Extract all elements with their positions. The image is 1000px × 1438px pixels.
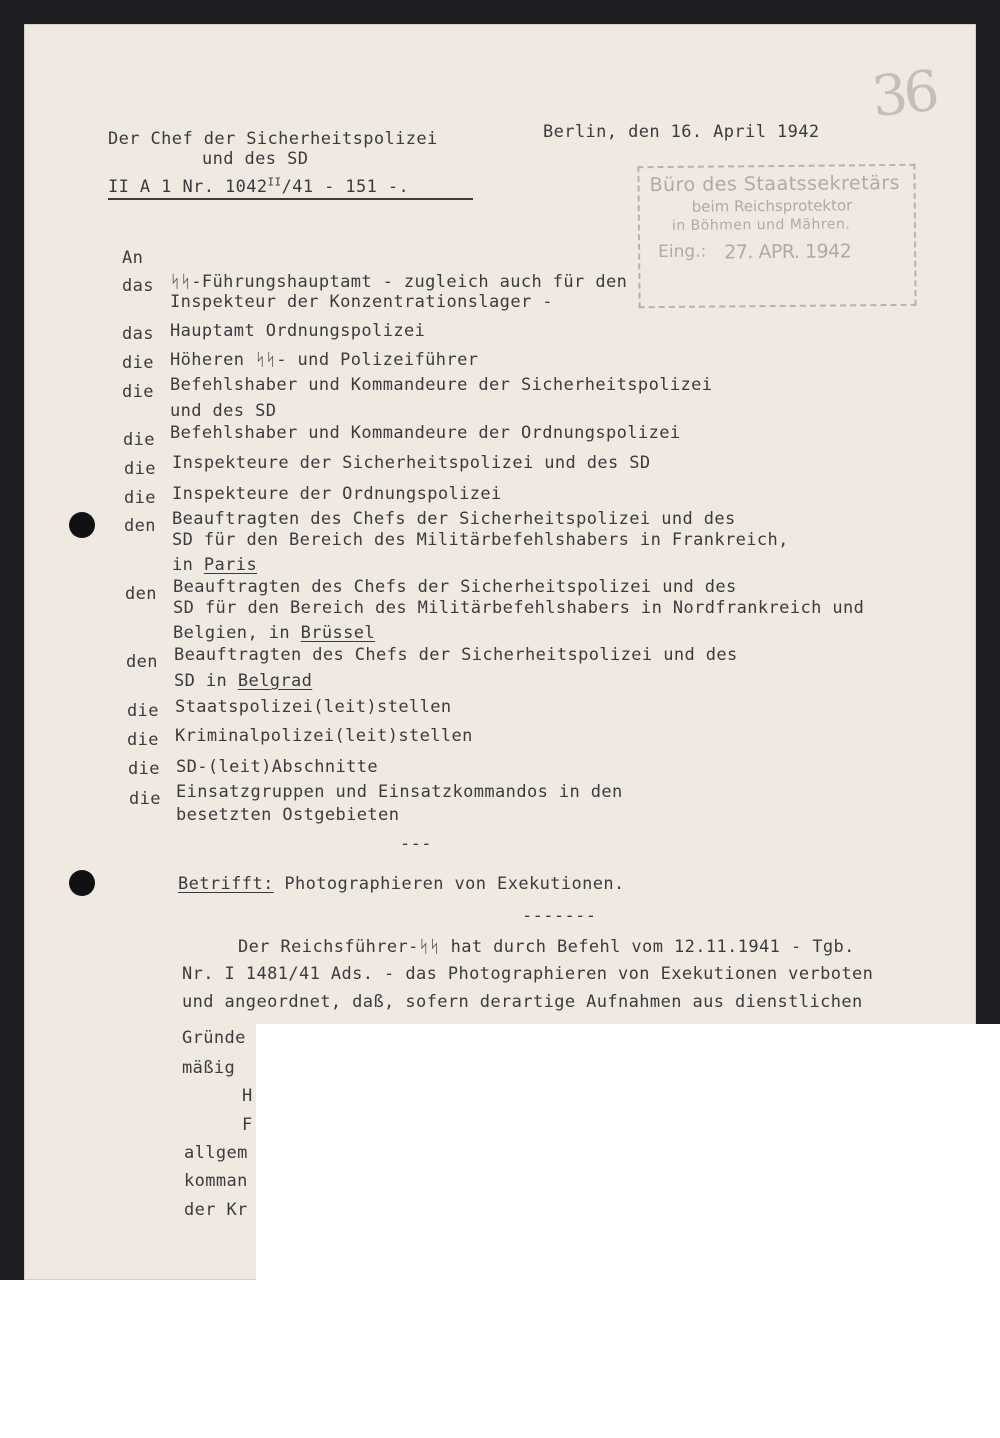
recipient-article: die (127, 730, 159, 750)
stamp-office-line-2: beim Reichsprotektor (691, 196, 853, 216)
recipient-article: die (129, 789, 161, 809)
recipient-line: Höheren ᛋᛋ- und Polizeiführer (170, 350, 479, 370)
recipient-line: Inspekteure der Ordnungspolizei (172, 484, 502, 504)
reference-underline (108, 198, 473, 200)
body-line: komman (184, 1171, 248, 1191)
subject-line (178, 874, 625, 895)
body-line: Nr. I 1481/41 Ads. - das Photographieren von Exekutionen verboten (182, 964, 874, 984)
body-line: H (242, 1086, 253, 1106)
recipient-line: und des SD (170, 401, 277, 421)
recipient-line: Beauftragten des Chefs der Sicherheitspolizei und des (172, 509, 736, 529)
recipients-intro: An (122, 248, 144, 268)
stamp-received-label: Eing.: (658, 241, 707, 263)
body-line: F (242, 1115, 253, 1135)
reference-superscript: II (267, 175, 282, 189)
recipient-article: den (124, 516, 156, 536)
recipient-line (174, 671, 312, 692)
recipient-article: den (126, 652, 158, 672)
recipient-line: Befehlshaber und Kommandeure der Ordnungspolizei (170, 423, 681, 443)
recipient-line: SD für den Bereich des Militärbefehlshabers in Frankreich, (172, 530, 789, 550)
recipient-line: SD-(leit)Abschnitte (176, 757, 379, 777)
reference-number (108, 177, 409, 198)
recipient-place: Paris (203, 555, 258, 575)
recipient-article: den (125, 584, 157, 604)
recipient-line-prefix: in (172, 555, 204, 575)
recipient-article: das (122, 324, 154, 344)
recipient-article: die (124, 459, 156, 479)
recipient-article: die (124, 488, 156, 508)
recipient-line (172, 555, 257, 576)
recipient-place: Brüssel (300, 623, 376, 643)
recipient-place: Belgrad (237, 671, 313, 691)
punch-hole (69, 870, 95, 896)
cropped-blank-area (256, 1024, 1000, 1438)
recipient-line: besetzten Ostgebieten (176, 805, 400, 825)
recipient-article: die (123, 430, 155, 450)
received-stamp (637, 164, 916, 308)
recipient-line: Inspekteure der Sicherheitspolizei und des SD (172, 453, 651, 473)
recipient-line: Inspekteur der Konzentrationslager - (170, 292, 553, 312)
stamp-office-line-3: in Böhmen und Mähren. (671, 216, 851, 234)
subject-text: Photographieren von Exekutionen. (284, 874, 625, 894)
reference-prefix: II A 1 Nr. 1042 (108, 177, 268, 197)
recipient-line: ᛋᛋ-Führungshauptamt - zugleich auch für den (170, 272, 628, 292)
subject-separator: ------- (522, 906, 597, 926)
sender-line-2: und des SD (202, 149, 309, 169)
recipient-article: die (122, 353, 154, 373)
recipient-line: Einsatzgruppen und Einsatzkommandos in den (176, 782, 623, 802)
body-line: allgem (184, 1143, 248, 1163)
folio-number: 36 (868, 58, 939, 131)
recipient-line: Staatspolizei(leit)stellen (175, 697, 452, 717)
recipient-line: SD für den Bereich des Militärbefehlshabers in Nordfrankreich und (173, 598, 865, 618)
recipient-article: die (127, 701, 159, 721)
recipient-line-prefix: Belgien, in (173, 623, 301, 643)
punch-hole (69, 512, 95, 538)
recipients-separator: --- (400, 834, 432, 854)
recipient-line: Beauftragten des Chefs der Sicherheitspolizei und des (174, 645, 738, 665)
recipient-line (173, 623, 375, 644)
recipient-line: Kriminalpolizei(leit)stellen (175, 726, 473, 746)
recipient-line: Hauptamt Ordnungspolizei (170, 321, 426, 341)
body-line: und angeordnet, daß, sofern derartige Aufnahmen aus dienstlichen (182, 992, 863, 1012)
place-and-date: Berlin, den 16. April 1942 (543, 122, 820, 142)
recipient-article: die (122, 382, 154, 402)
sender-line-1: Der Chef der Sicherheitspolizei (108, 129, 438, 149)
recipient-article: die (128, 759, 160, 779)
body-line: Gründe (182, 1028, 246, 1048)
stamp-received-date: 27. APR. 1942 (724, 240, 852, 264)
recipient-line: Befehlshaber und Kommandeure der Sicherheitspolizei (170, 375, 713, 395)
recipient-line-prefix: SD in (174, 671, 238, 691)
body-line: Der Reichsführer-ᛋᛋ hat durch Befehl vom 12.11.1941 - Tgb. (238, 937, 855, 957)
body-line: mäßig (182, 1058, 236, 1078)
body-line: der Kr (184, 1200, 248, 1220)
stamp-office-line-1: Büro des Staatssekretärs (649, 171, 901, 197)
recipient-line: Beauftragten des Chefs der Sicherheitspolizei und des (173, 577, 737, 597)
subject-label: Betrifft: (178, 874, 274, 894)
recipient-article: das (122, 276, 154, 296)
reference-suffix: /41 - 151 -. (281, 177, 410, 197)
